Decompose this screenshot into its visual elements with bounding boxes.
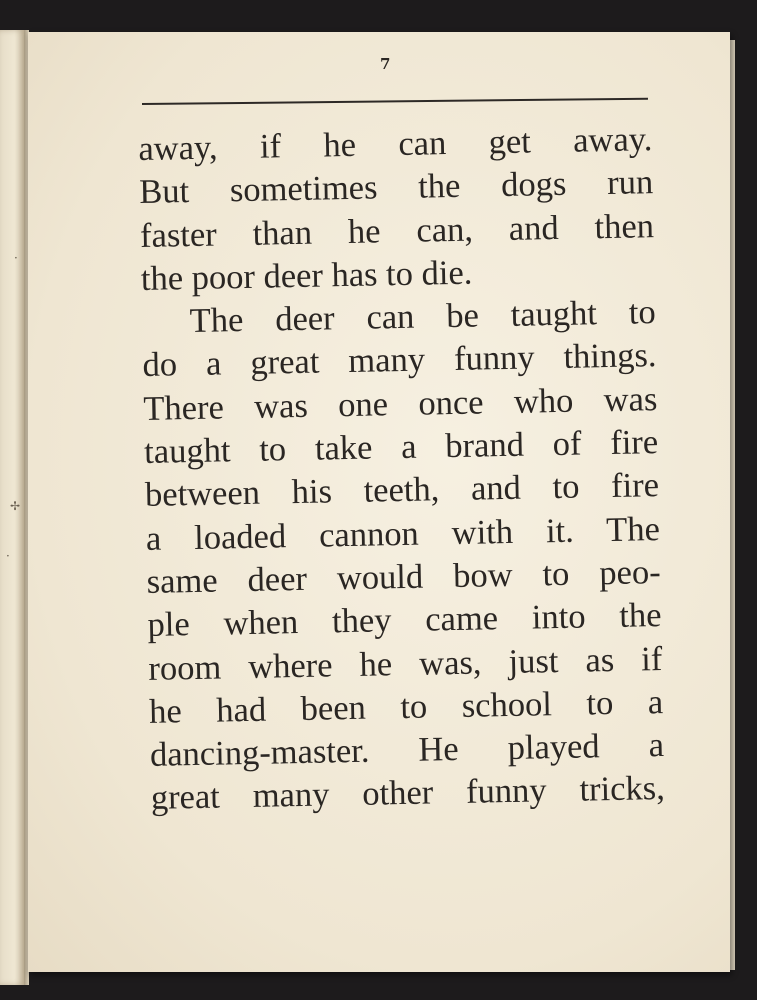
text-line: ple when they came into the [147,596,662,645]
page-body-text [138,118,691,821]
text-line: great many other funny tricks, [150,769,666,818]
text-line: room where he was, just as if [148,639,663,688]
text-line: The deer can be taught to [189,293,656,341]
text-line: same deer would bow to peo- [146,553,661,601]
text-line: dancing-master. He played a [149,726,665,775]
text-line: away, if he can get away. [138,120,653,168]
left-page-mark: · [6,549,10,563]
text-line: do a great many funny things. [142,336,657,385]
text-line: between his teeth, and to fire [144,466,660,515]
text-line: he had been to school to a [148,682,664,731]
text-line: But sometimes the dogs run [138,163,654,212]
text-line: There was one once who was [143,379,658,428]
text-line: taught to take a brand of fire [143,423,659,472]
text-line: faster than he can, and then [139,206,655,255]
text-line: the poor deer has to die. [140,253,473,298]
left-page-edge [0,30,24,985]
left-page-mark: · [14,251,18,265]
text-line: a loaded cannon with it. The [145,509,661,558]
left-page-mark: ✢ [10,499,21,513]
page-number: 7 [380,55,392,73]
